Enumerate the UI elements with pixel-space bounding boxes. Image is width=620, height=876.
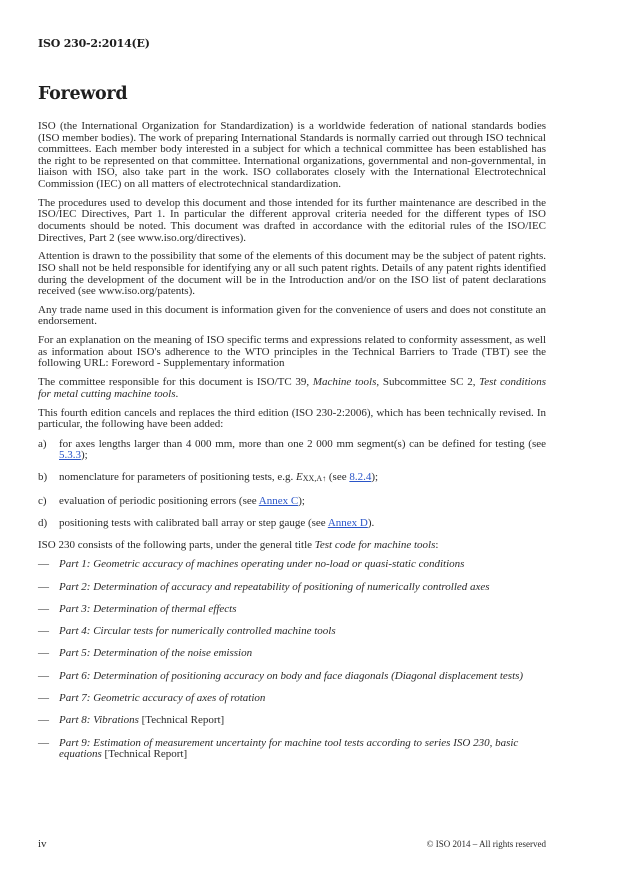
list-text: evaluation of periodic positioning errors (see bbox=[59, 494, 259, 507]
page-title: Foreword bbox=[38, 84, 128, 104]
dash-marker: — bbox=[38, 602, 49, 615]
paragraph-patent-rights: Attention is drawn to the possibility that some of the elements of this document may be the subject of patent rights. ISO shall not be held responsible for identifying any or all such patent rights. Details of any patent rights identified during the development of the document will be in the Introduction and/or on the ISO list of patent declarations received (see www.iso.org/patents). bbox=[38, 250, 546, 298]
list-item bbox=[38, 648, 546, 660]
part-title: Part 4: Circular tests for numerically controlled machine tools bbox=[59, 625, 336, 638]
page-number: iv bbox=[38, 838, 47, 850]
list-text: for axes lengths larger than 4 000 mm, more than one 2 000 mm segment(s) can be defined for testing (see bbox=[59, 437, 546, 450]
list-text: (see bbox=[326, 471, 350, 484]
list-item bbox=[38, 582, 546, 594]
general-title: Test code for machine tools bbox=[314, 538, 436, 551]
paragraph-procedures: The procedures used to develop this document and those intended for its further maintenance are described in the ISO/IEC Directives, Part 1. In particular the different approval criteria needed for the different types of ISO documents should be noted. This document was drafted in accordance with the editorial rules of the ISO/IEC Directives, Part 2 (see www.iso.org/directives). bbox=[38, 196, 546, 244]
xref-link-5-3-3[interactable]: 5.3.3 bbox=[59, 449, 81, 462]
part-title: Part 1: Geometric accuracy of machines operating under no-load or quasi-static conditions bbox=[59, 558, 465, 571]
committee-text: . bbox=[175, 387, 179, 400]
list-item bbox=[38, 715, 546, 727]
dash-marker: — bbox=[38, 692, 49, 704]
symbol: E bbox=[296, 471, 303, 484]
list-text: nomenclature for parameters of positioning tests, e.g. bbox=[59, 471, 297, 484]
changes-list bbox=[38, 439, 546, 530]
parts-list bbox=[38, 559, 546, 760]
list-item bbox=[38, 693, 546, 705]
committee-name: Machine tools bbox=[312, 376, 377, 389]
committee-text: , Subcommittee SC 2, bbox=[376, 376, 480, 389]
dash-marker: — bbox=[38, 647, 49, 660]
dash-marker: — bbox=[38, 580, 49, 593]
dash-marker: — bbox=[38, 625, 49, 638]
parts-intro-text: ISO 230 consists of the following parts, under the general title bbox=[38, 538, 315, 551]
part-title: Part 2: Determination of accuracy and repeatability of positioning of numerically controlled axes bbox=[59, 580, 490, 593]
list-item bbox=[38, 671, 546, 683]
list-item bbox=[38, 559, 546, 571]
list-item bbox=[38, 439, 546, 462]
dash-marker: — bbox=[38, 669, 49, 682]
committee-text: The committee responsible for this document is ISO/TC 39, bbox=[38, 376, 313, 389]
list-item bbox=[38, 496, 546, 508]
xref-link-annex-c[interactable]: Annex C bbox=[258, 494, 299, 507]
part-title: Part 5: Determination of the noise emission bbox=[59, 647, 253, 660]
paragraph-parts-intro bbox=[38, 540, 546, 552]
dash-marker: — bbox=[38, 736, 49, 749]
list-marker: d) bbox=[38, 516, 48, 529]
foreword-body bbox=[38, 121, 546, 771]
list-marker: a) bbox=[38, 437, 47, 450]
list-item bbox=[38, 626, 546, 638]
paragraph-edition: This fourth edition cancels and replaces the third edition (ISO 230-2:2006), which has been technically revised. In particular, the following have been added: bbox=[38, 406, 546, 431]
part-title: Part 3: Determination of thermal effects bbox=[59, 602, 237, 615]
paragraph-committee bbox=[38, 377, 546, 400]
list-marker: b) bbox=[38, 471, 48, 484]
xref-link-annex-d[interactable]: Annex D bbox=[327, 516, 368, 529]
paragraph-trade-name: Any trade name used in this document is information given for the convenience of users and does not constitute an endorsement. bbox=[38, 303, 546, 328]
paragraph-conformity: For an explanation on the meaning of ISO specific terms and expressions related to conformity assessment, as well as information about ISO's adherence to the WTO principles in the Technical Barriers to Trade (TBT) see the following URL: Foreword - Supplementary information bbox=[38, 334, 546, 370]
xref-link-8-2-4[interactable]: 8.2.4 bbox=[349, 471, 372, 484]
list-text: ). bbox=[367, 516, 375, 529]
copyright-notice: © ISO 2014 – All rights reserved bbox=[426, 839, 546, 849]
document-identifier: ISO 230-2:2014(E) bbox=[38, 37, 150, 50]
list-item bbox=[38, 738, 546, 761]
dash-marker: — bbox=[38, 558, 49, 571]
list-item bbox=[38, 472, 546, 485]
part-suffix: [Technical Report] bbox=[138, 714, 225, 727]
part-title: Part 8: Vibrations bbox=[59, 714, 139, 727]
part-title: Part 6: Determination of positioning accuracy on body and face diagonals (Diagonal displacement tests) bbox=[59, 669, 524, 682]
symbol-subscript: XX,A↑ bbox=[302, 474, 327, 484]
parts-intro-text: : bbox=[435, 538, 439, 551]
list-marker: c) bbox=[38, 494, 47, 507]
dash-marker: — bbox=[38, 714, 49, 727]
part-title: Part 7: Geometric accuracy of axes of rotation bbox=[59, 692, 266, 704]
part-suffix: [Technical Report] bbox=[101, 748, 188, 761]
list-text: ); bbox=[298, 494, 305, 507]
subcommittee-name: Test conditions for metal cutting machine tools bbox=[38, 376, 546, 400]
part-title: Part 9: Estimation of measurement uncertainty for machine tool tests according to series ISO 230, basic equations bbox=[59, 736, 519, 761]
paragraph-iso-intro: ISO (the International Organization for Standardization) is a worldwide federation of national standards bodies (ISO member bodies). The work of preparing International Standards is normally carried out through ISO technical committees. Each member body interested in a subject for which a technical committee has been established has the right to be represented on that committee. International organizations, governmental and non-governmental, in liaison with ISO, also take part in the work. ISO collaborates closely with the International Electrotechnical Commission (IEC) on all matters of electrotechnical standardization. bbox=[38, 120, 546, 190]
list-item bbox=[38, 604, 546, 616]
list-text: ); bbox=[371, 471, 379, 484]
list-text: ); bbox=[81, 449, 88, 462]
list-item bbox=[38, 518, 546, 530]
list-text: positioning tests with calibrated ball array or step gauge (see bbox=[59, 516, 328, 529]
